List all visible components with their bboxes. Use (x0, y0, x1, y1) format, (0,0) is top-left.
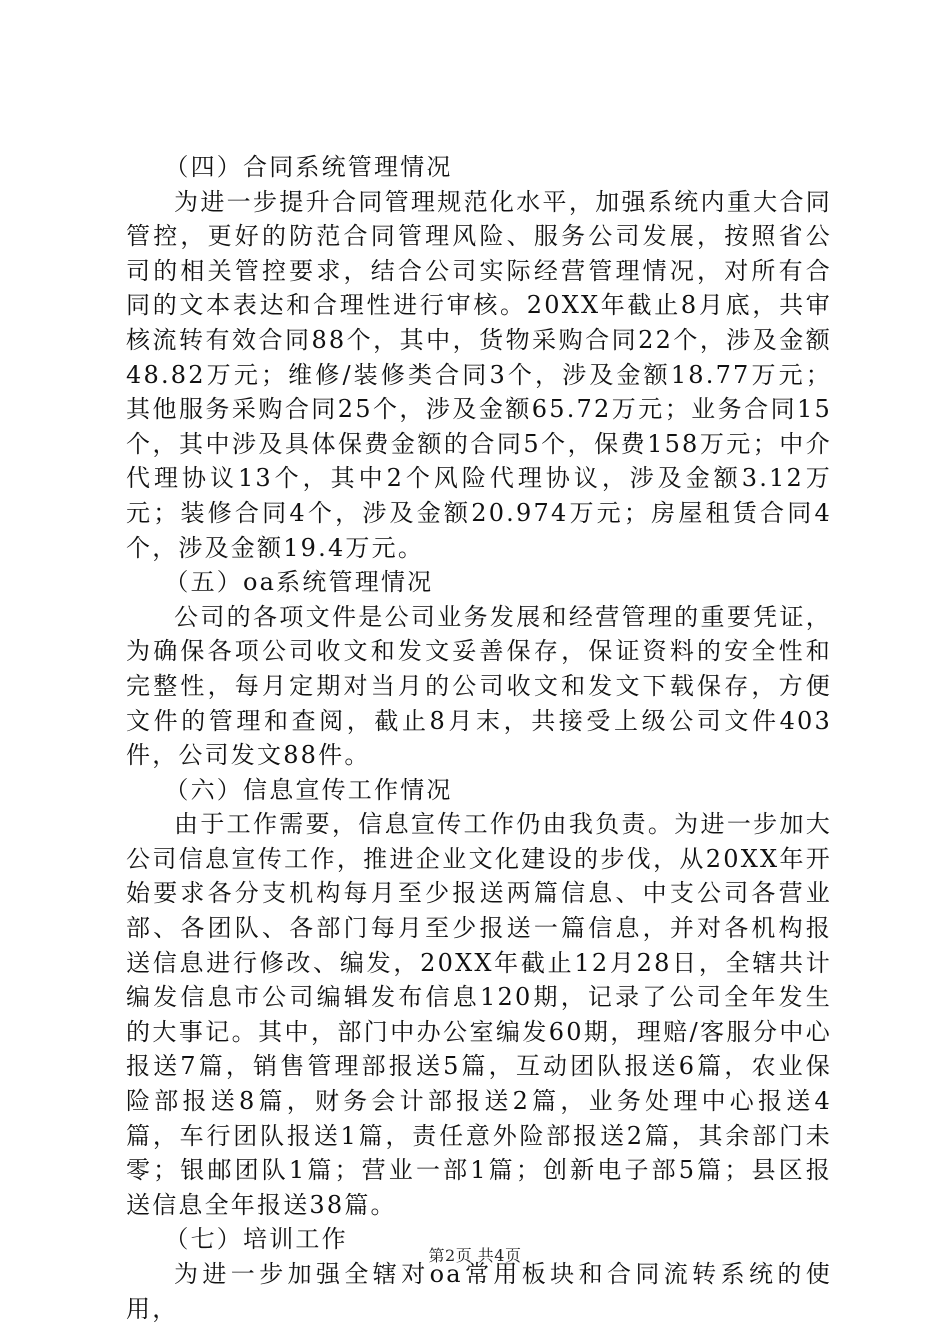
section-body-contract-system: 为进一步提升合同管理规范化水平，加强系统内重大合同管控，更好的防范合同管理风险、服务公司发展，按照省公司的相关管控要求，结合公司实际经营管理情况，对所有合同的文本表达和合理性进行审核。20XX年截止8月底，共审核流转有效合同88个，其中，货物采购合同22个，涉及金额48.82万元；维修/装修类合同3个，涉及金额18.77万元；其他服务采购合同25个，涉及金额65.72万元；业务合同15个，其中涉及具体保费金额的合同5个，保费158万元；中介代理协议13个，其中2个风险代理协议，涉及金额3.12万元；装修合同4个，涉及金额20.974万元；房屋租赁合同4个，涉及金额19.4万元。 (126, 187, 832, 562)
section-heading-oa-system: （五）oa系统管理情况 (164, 568, 434, 597)
section-body-training: 为进一步加强全辖对oa常用板块和合同流转系统的使用， (126, 1260, 832, 1323)
page-number-footer: 第2页 共4页 (428, 1246, 522, 1265)
section-heading-contract-system: （四）合同系统管理情况 (164, 153, 453, 181)
document-body (126, 150, 832, 1326)
section-body-info-publicity: 由于工作需要，信息宣传工作仍由我负责。为进一步加大公司信息宣传工作，推进企业文化建设的步伐，从20XX年开始要求各分支机构每月至少报送两篇信息、中支公司各营业部、各团队、各部门每月至少报送一篇信息，并对各机构报送信息进行修改、编发，20XX年截止12月28日，全辖共计编发信息市公司编辑发布信息120期，记录了公司全年发生的大事记。其中，部门中办公室编发60期，理赔/客服分中心报送7篇，销售管理部报送5篇，互动团队报送6篇，农业保险部报送8篇，财务会计部报送2篇，业务处理中心报送4篇，车行团队报送1篇，责任意外险部报送2篇，其余部门未零；银邮团队1篇；营业一部1篇；创新电子部5篇；县区报送信息全年报送38篇。 (126, 810, 832, 1219)
section-body-oa-system: 公司的各项文件是公司业务发展和经营管理的重要凭证，为确保各项公司收文和发文妥善保存，保证资料的安全性和完整性，每月定期对当月的公司收文和发文下载保存，方便文件的管理和查阅，截止8月末，共接受上级公司文件403件，公司发文88件。 (126, 602, 832, 770)
section-heading-training: （七）培训工作 (164, 1225, 348, 1254)
section-heading-info-publicity: （六）信息宣传工作情况 (164, 775, 453, 804)
